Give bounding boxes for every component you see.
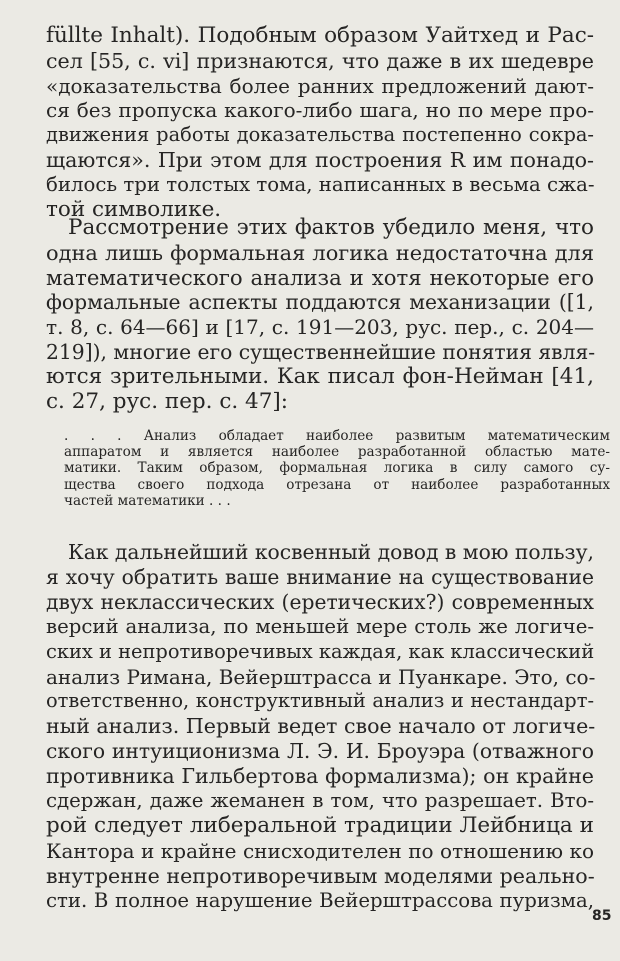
- text-line: сти. В полное нарушение Вейерштрассова пуризма,: [46, 888, 594, 912]
- text-line: ются зрительными. Как писал фон-Нейман [41,: [46, 363, 594, 389]
- text-line: сел [55, с. vi] признаются, что даже в их шедевре: [46, 48, 594, 73]
- text-line: противника Гильбертова формализма); он крайне: [46, 764, 594, 789]
- text-line: билось три толстых тома, написанных в весьма сжа-: [46, 172, 595, 196]
- quote-line: . . . Анализ обладает наиболее развитым математическим: [64, 428, 610, 444]
- text-line: формальные аспекты поддаются механизации ([1,: [46, 290, 594, 315]
- text-line: «доказательства более ранних предложений дают-: [46, 73, 594, 98]
- paragraph-1: [46, 24, 594, 222]
- text-line: с. 27, рус. пер. с. 47]:: [46, 388, 289, 414]
- text-line: той символике.: [46, 196, 222, 222]
- block-quote: [64, 428, 610, 509]
- text-line: анализ Римана, Вейерштрасса и Пуанкаре. Это, со-: [46, 664, 596, 689]
- text-line: füllte Inhalt). Подобным образом Уайтхед и Рас-: [46, 23, 594, 48]
- text-line: ских и непротиворечивых каждая, как классический: [46, 639, 595, 663]
- text-line: Рассмотрение этих фактов убедило меня, что: [68, 215, 594, 240]
- text-line: т. 8, с. 64—66] и [17, с. 191—203, рус. пер., с. 204—: [46, 315, 594, 340]
- quote-line: матики. Таким образом, формальная логика в силу самого су-: [64, 460, 610, 477]
- text-line: одна лишь формальная логика недостаточна для: [46, 240, 594, 265]
- text-line: внутренне непротиворечивым моделями реально-: [46, 863, 595, 888]
- text-line: 219]), многие его существеннейшие понятия явля-: [46, 339, 596, 364]
- text-line: двух неклассических (еретических?) современных: [46, 589, 594, 614]
- text-line: ответственно, конструктивный анализ и нестандарт-: [46, 689, 594, 713]
- quote-line: щества своего подхода отрезана от наиболее разработанных: [64, 476, 610, 493]
- text-line: рой следует либеральной традиции Лейбница и: [46, 812, 594, 838]
- text-line: ского интуиционизма Л. Э. И. Броуэра (отважного: [46, 739, 594, 764]
- paragraph-2: [46, 216, 594, 414]
- text-line: ся без пропуска какого-либо шага, но по мере про-: [46, 98, 594, 123]
- text-line: версий анализа, по меньшей мере столь же логиче-: [46, 614, 594, 638]
- text-line: Как дальнейший косвенный довод в мою пользу,: [68, 540, 594, 564]
- quote-line: аппаратом и является наиболее разработанной областью мате-: [64, 444, 610, 461]
- text-line: математического анализа и хотя некоторые его: [46, 264, 594, 290]
- paragraph-3: [46, 540, 594, 914]
- page-number: 85: [592, 908, 612, 924]
- text-line: Кантора и крайне снисходителен по отношению ко: [46, 838, 594, 863]
- text-line: движения работы доказательства постепенно сокра-: [46, 123, 594, 147]
- text-line: щаются». При этом для построения R им понадо-: [46, 147, 594, 172]
- quote-line: частей математики . . .: [64, 492, 231, 509]
- text-line: ный анализ. Первый ведет свое начало от логиче-: [46, 714, 596, 739]
- text-line: сдержан, даже жеманен в том, что разрешает. Вто-: [46, 789, 594, 813]
- text-line: я хочу обратить ваше внимание на существование: [46, 564, 594, 589]
